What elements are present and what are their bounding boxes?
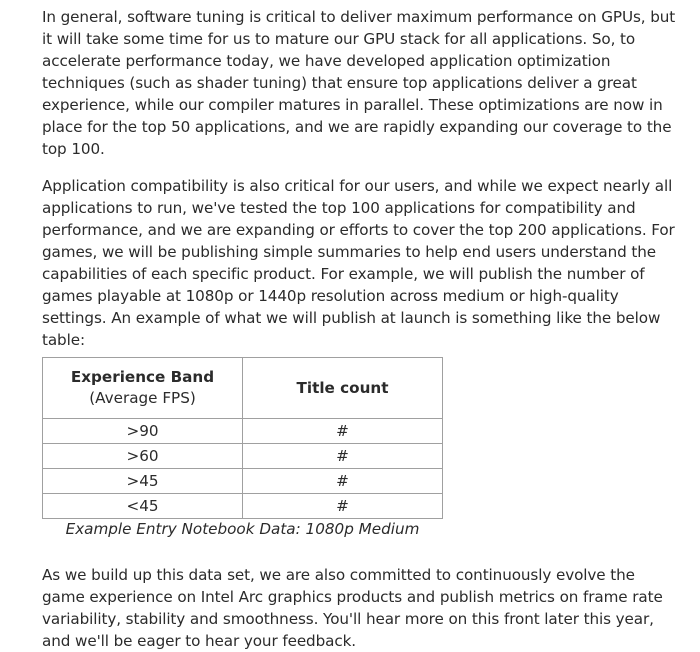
count-cell: # <box>243 444 443 469</box>
experience-band-table <box>42 357 443 519</box>
band-cell: <45 <box>43 494 243 519</box>
paragraph-software-tuning: In general, software tuning is critical to deliver maximum performance on GPUs, but it will take some time for us to mature our GPU stack for all applications. So, to accelerate performance today, we have developed application optimization techniques (such as shader tuning) that ensure top applications deliver a great experience, while our compiler matures in parallel. These optimizations are now in place for the top 50 applications, and we are rapidly expanding our coverage to the top 100. <box>42 8 676 158</box>
paragraph-app-compatibility: Application compatibility is also critical for our users, and while we expect nearly all applications to run, we've tested the top 100 applications for compatibility and performance, and we are expanding or efforts to cover the top 200 applications. For games, we will be publishing simple summaries to help end users understand the capabilities of each specific product. For example, we will publish the number of games playable at 1080p or 1440p resolution across medium or high-quality settings. An example of what we will publish at launch is something like the below table: <box>42 177 675 349</box>
table-row <box>43 419 443 444</box>
experience-table-wrapper <box>42 357 443 540</box>
table-row <box>43 469 443 494</box>
table-row <box>43 444 443 469</box>
band-cell: >60 <box>43 444 243 469</box>
count-cell: # <box>243 494 443 519</box>
table-row <box>43 494 443 519</box>
table-header-row <box>43 358 443 419</box>
header-title-count <box>243 358 443 419</box>
header-experience-band-subtitle: (Average FPS) <box>89 389 196 407</box>
table-caption: Example Entry Notebook Data: 1080p Medium <box>65 520 420 538</box>
count-cell: # <box>243 469 443 494</box>
band-cell: >45 <box>43 469 243 494</box>
paragraph-data-set: As we build up this data set, we are also committed to continuously evolve the game experience on Intel Arc graphics products and publish metrics on frame rate variability, stability and smoothness. You'll hear more on this front later this year, and we'll be eager to hear your feedback. <box>42 566 663 650</box>
header-experience-band <box>43 358 243 419</box>
article-body <box>42 6 682 652</box>
header-experience-band-title: Experience Band <box>70 368 215 386</box>
header-title-count-label: Title count <box>296 378 389 397</box>
count-cell: # <box>243 419 443 444</box>
band-cell: >90 <box>43 419 243 444</box>
